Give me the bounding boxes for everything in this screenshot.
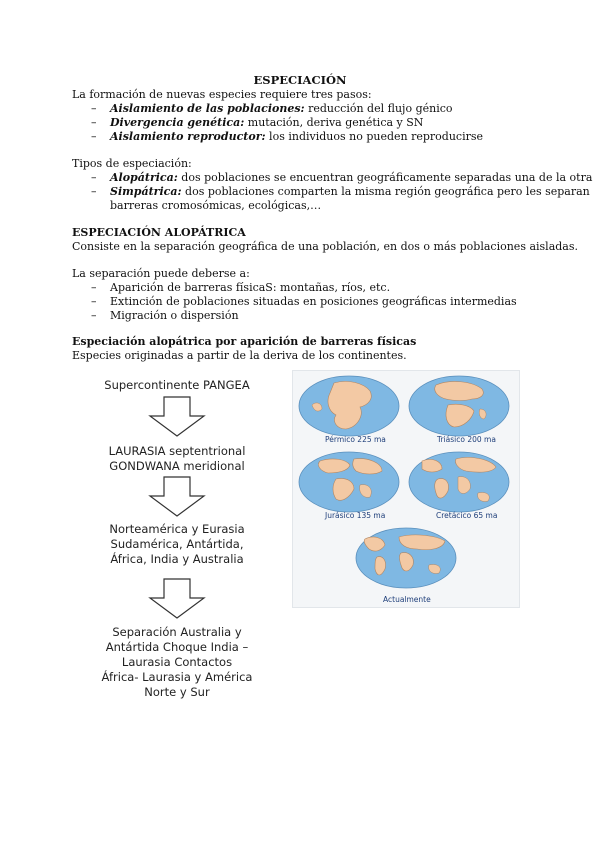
flow-step — [72, 444, 282, 474]
list-item — [110, 171, 592, 184]
bullet-dash: – — [91, 171, 97, 184]
page-title: ESPECIACIÓN — [253, 73, 347, 87]
map-actualmente — [355, 527, 457, 589]
type-desc: dos poblaciones se encuentran geográficamente separadas una de la otra — [177, 171, 593, 184]
flow-step — [72, 522, 282, 567]
bullet-dash: – — [91, 185, 97, 198]
list-item: Extinción de poblaciones situadas en posiciones geográficas intermedias — [110, 295, 517, 308]
step-term: Divergencia genética: — [110, 116, 245, 129]
map-label: Triásico 200 ma — [437, 435, 496, 444]
list-item — [110, 185, 590, 198]
flow-line: Antártida Choque India – — [105, 640, 249, 654]
flow-step — [72, 625, 282, 700]
flow-line: África, India y Australia — [110, 552, 244, 566]
flow-line: Supercontinente PANGEA — [104, 378, 250, 392]
down-arrow-icon — [142, 396, 212, 438]
map-permico — [298, 375, 400, 437]
bullet-dash: – — [91, 281, 97, 294]
bullet-dash: – — [91, 309, 97, 322]
continental-drift-maps — [292, 370, 520, 608]
step-term: Aislamiento de las poblaciones: — [110, 102, 305, 115]
map-label: Jurásico 135 ma — [325, 511, 386, 520]
list-item — [110, 116, 423, 129]
map-label: Actualmente — [383, 595, 431, 604]
section-heading-alopatrica: ESPECIACIÓN ALOPÁTRICA — [72, 226, 246, 239]
step-term: Aislamiento reproductor: — [110, 130, 266, 143]
flow-line: Separación Australia y — [112, 625, 242, 639]
flow-line: Laurasia Contactos — [121, 655, 233, 669]
type-desc: dos poblaciones comparten la misma región geográfica pero les separan — [181, 185, 590, 198]
step-desc: mutación, deriva genética y SN — [244, 116, 424, 129]
down-arrow-icon — [142, 578, 212, 620]
list-item — [110, 130, 483, 143]
map-triasico — [408, 375, 510, 437]
list-item — [110, 102, 453, 115]
type-term: Alopátrica: — [110, 171, 178, 184]
map-label: Cretácico 65 ma — [436, 511, 498, 520]
down-arrow-icon — [142, 476, 212, 518]
flow-line: Sudamérica, Antártida, — [110, 537, 244, 551]
step-desc: reducción del flujo génico — [304, 102, 453, 115]
alopatrica-text: Consiste en la separación geográfica de una población, en dos o más poblaciones aisladas. — [72, 240, 578, 253]
map-label: Pérmico 225 ma — [325, 435, 386, 444]
bullet-dash: – — [91, 102, 97, 115]
list-item: Migración o dispersión — [110, 309, 239, 322]
bullet-dash: – — [91, 130, 97, 143]
barriers-heading: Especiación alopátrica por aparición de barreras físicas — [72, 335, 417, 348]
flow-line: LAURASIA septentrional — [108, 444, 246, 458]
flow-line: GONDWANA meridional — [109, 459, 245, 473]
intro-text: La formación de nuevas especies requiere tres pasos: — [72, 88, 372, 101]
type-term: Simpátrica: — [110, 185, 182, 198]
bullet-dash: – — [91, 295, 97, 308]
flow-line: África- Laurasia y América — [101, 670, 253, 684]
flow-step — [72, 378, 282, 393]
list-item: Aparición de barreras físicaS: montañas, ríos, etc. — [110, 281, 391, 294]
map-cretacico — [408, 451, 510, 513]
separation-heading: La separación puede deberse a: — [72, 267, 250, 280]
flow-line: Norte y Sur — [144, 685, 210, 699]
map-jurasico — [298, 451, 400, 513]
types-heading: Tipos de especiación: — [72, 157, 192, 170]
step-desc: los individuos no pueden reproducirse — [265, 130, 484, 143]
type-desc-continued: barreras cromosómicas, ecológicas,… — [110, 199, 322, 212]
bullet-dash: – — [91, 116, 97, 129]
barriers-text: Especies originadas a partir de la deriva de los continentes. — [72, 349, 407, 362]
flow-line: Norteamérica y Eurasia — [109, 522, 245, 536]
